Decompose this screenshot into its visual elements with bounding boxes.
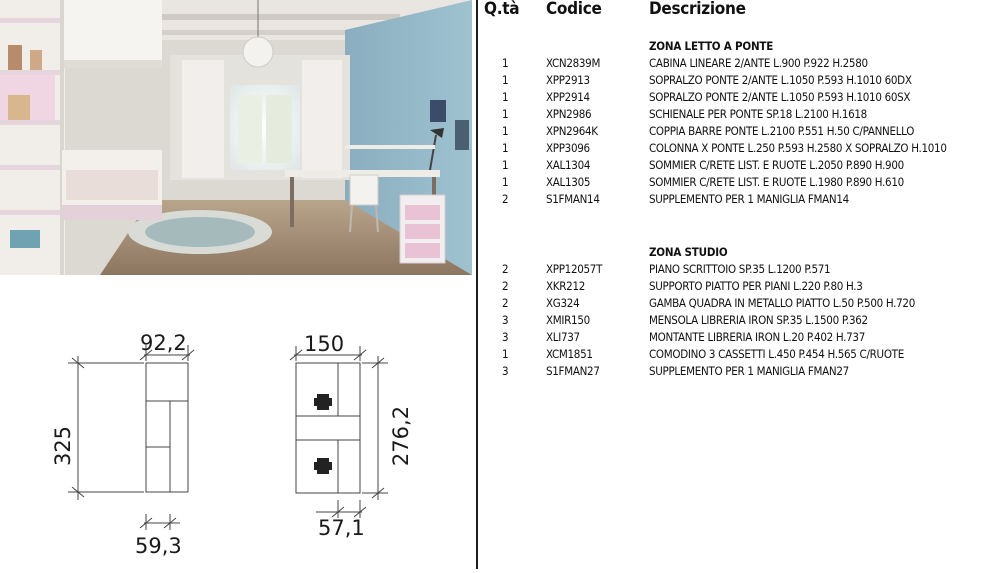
description-cell: SOPRALZO PONTE 2/ANTE L.1050 P.593 H.1010 60SX <box>649 90 911 104</box>
description-cell: PIANO SCRITTOIO SP.35 L.1200 P.571 <box>649 262 831 276</box>
front-width-top-label: 92,2 <box>140 331 187 355</box>
room-photo <box>0 0 472 275</box>
code-cell: XG324 <box>546 296 580 310</box>
description-cell: SUPPORTO PIATTO PER PIANI L.220 P.80 H.3 <box>649 279 863 293</box>
code-cell: XAL1304 <box>546 158 591 172</box>
code-cell: XPP12057T <box>546 262 603 276</box>
description-cell: SUPPLEMENTO PER 1 MANIGLIA FMAN14 <box>649 192 849 206</box>
qty-cell: 1 <box>502 90 509 104</box>
qty-cell: 2 <box>502 192 509 206</box>
product-table <box>478 0 1000 569</box>
description-cell: SCHIENALE PER PONTE SP.18 L.2100 H.1618 <box>649 107 867 121</box>
description-cell: MENSOLA LIBRERIA IRON SP.35 L.1500 P.362 <box>649 313 868 327</box>
code-cell: XPP2914 <box>546 90 590 104</box>
qty-cell: 1 <box>502 107 509 121</box>
header-code: Codice <box>546 0 602 19</box>
qty-cell: 2 <box>502 296 509 310</box>
section-title-studio: ZONA STUDIO <box>649 245 728 259</box>
qty-cell: 1 <box>502 175 509 189</box>
plan-view-drawing <box>290 346 388 518</box>
qty-cell: 3 <box>502 364 509 378</box>
qty-cell: 1 <box>502 158 509 172</box>
qty-cell: 2 <box>502 279 509 293</box>
header-description: Descrizione <box>649 0 746 19</box>
code-cell: S1FMAN27 <box>546 364 600 378</box>
code-cell: XCM1851 <box>546 347 593 361</box>
dimension-diagrams <box>0 276 476 569</box>
front-height-label: 325 <box>51 425 75 467</box>
code-cell: XPP2913 <box>546 73 590 87</box>
plan-height-label: 276,2 <box>389 405 413 467</box>
description-cell: SOMMIER C/RETE LIST. E RUOTE L.2050 P.890 H.900 <box>649 158 904 172</box>
code-cell: XLI737 <box>546 330 580 344</box>
code-cell: XPN2964K <box>546 124 598 138</box>
qty-cell: 2 <box>502 262 509 276</box>
code-cell: S1FMAN14 <box>546 192 600 206</box>
description-cell: SUPPLEMENTO PER 1 MANIGLIA FMAN27 <box>649 364 849 378</box>
code-cell: XMIR150 <box>546 313 590 327</box>
description-cell: COPPIA BARRE PONTE L.2100 P.551 H.50 C/PANNELLO <box>649 124 915 138</box>
front-width-bottom-label: 59,3 <box>135 534 182 558</box>
qty-cell: 1 <box>502 347 509 361</box>
code-cell: XAL1305 <box>546 175 591 189</box>
code-cell: XPP3096 <box>546 141 590 155</box>
description-cell: CABINA LINEARE 2/ANTE L.900 P.922 H.2580 <box>649 56 868 70</box>
qty-cell: 3 <box>502 313 509 327</box>
code-cell: XKR212 <box>546 279 586 293</box>
header-qty: Q.tà <box>484 0 520 19</box>
code-cell: XCN2839M <box>546 56 601 70</box>
description-cell: SOMMIER C/RETE LIST. E RUOTE L.1980 P.890 H.610 <box>649 175 904 189</box>
code-cell: XPN2986 <box>546 107 592 121</box>
description-cell: GAMBA QUADRA IN METALLO PIATTO L.50 P.500 H.720 <box>649 296 915 310</box>
bedroom-illustration <box>0 0 472 275</box>
section-title-letto: ZONA LETTO A PONTE <box>649 39 774 53</box>
description-cell: COMODINO 3 CASSETTI L.450 P.454 H.565 C/RUOTE <box>649 347 904 361</box>
plan-depth-bottom-label: 57,1 <box>318 516 365 540</box>
front-elevation-drawing <box>68 345 194 530</box>
plan-handle-symbols <box>314 394 332 474</box>
description-cell: COLONNA X PONTE L.250 P.593 H.2580 X SOPRALZO H.1010 <box>649 141 947 155</box>
description-cell: MONTANTE LIBRERIA IRON L.20 P.402 H.737 <box>649 330 865 344</box>
qty-cell: 3 <box>502 330 509 344</box>
qty-cell: 1 <box>502 73 509 87</box>
qty-cell: 1 <box>502 141 509 155</box>
plan-width-top-label: 150 <box>304 332 345 356</box>
technical-drawings <box>0 276 476 569</box>
qty-cell: 1 <box>502 124 509 138</box>
qty-cell: 1 <box>502 56 509 70</box>
description-cell: SOPRALZO PONTE 2/ANTE L.1050 P.593 H.1010 60DX <box>649 73 912 87</box>
